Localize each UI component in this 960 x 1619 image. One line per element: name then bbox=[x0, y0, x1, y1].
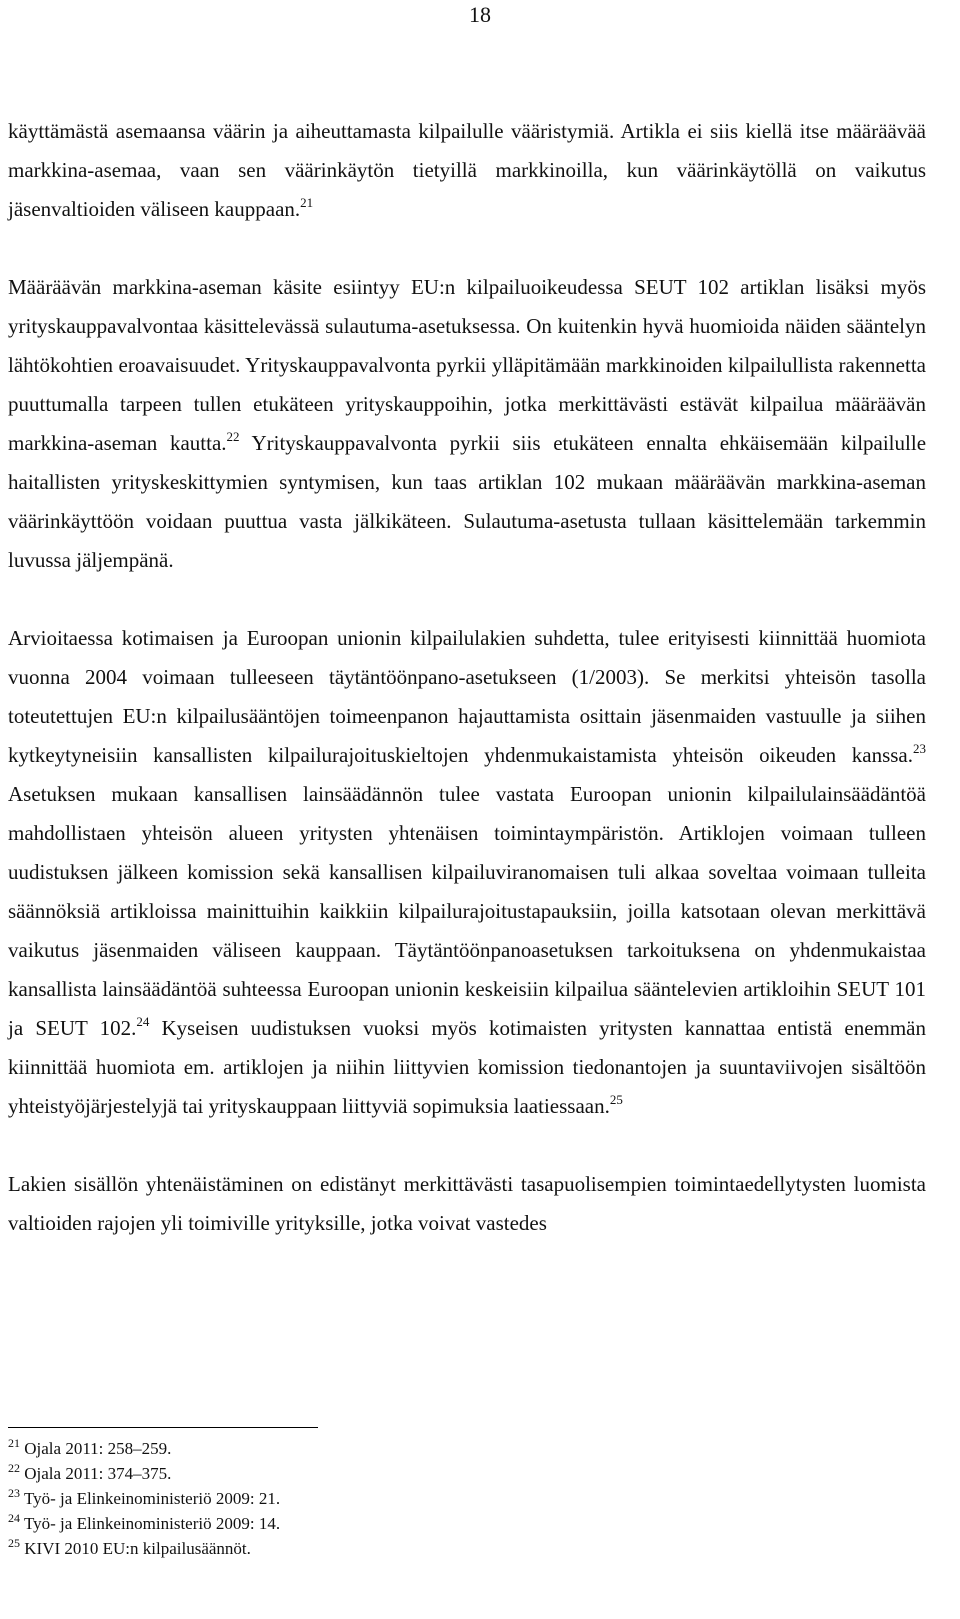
footnote-number: 24 bbox=[8, 1511, 20, 1525]
footnote-number: 25 bbox=[8, 1536, 20, 1550]
paragraph-text: Lakien sisällön yhtenäistäminen on edistänyt merkittävästi tasapuolisempien toimintaedellytysten luomista valtioiden rajojen yli toimiville yrityksille, jotka voivat vastedes bbox=[8, 1172, 926, 1235]
paragraph-text: Arvioitaessa kotimaisen ja Euroopan unionin kilpailulakien suhdetta, tulee erityisesti kiinnittää huomiota vuonna 2004 voimaan tulleeseen täytäntöönpano-asetukseen (1/2003). Se merkitsi yhteisön tasolla toteutettujen EU:n kilpailusääntöjen toimeenpanon hajauttamista osittain jäsenmaiden vastuulle ja siihen kytkeytyneisiin kansallisten kilpailurajoituskieltojen yhdenmukaistamista yhteisön oikeuden kanssa. bbox=[8, 626, 926, 767]
footnote-text: KIVI 2010 EU:n kilpailusäännöt. bbox=[20, 1539, 251, 1558]
footnote bbox=[8, 1436, 608, 1461]
footnote-divider bbox=[8, 1427, 318, 1428]
footnote bbox=[8, 1511, 608, 1536]
paragraph-text: Asetuksen mukaan kansallisen lainsäädännön tulee vastata Euroopan unionin kilpailulainsäädäntöä mahdollistaen yhteisön alueen yritysten yhtenäisen toimintaympäristön. Artiklojen voimaan tulleen uudistuksen jälkeen komission sekä kansallisen kilpailuviranomaisen tuli alkaa soveltaa voimaan tulleita säännöksiä artikloissa mainittuihin kaikkiin kilpailurajoitustapauksiin, joilla katsotaan olevan merkittävä vaikutus jäsenmaiden väliseen kauppaan. Täytäntöönpanoasetuksen tarkoituksena on yhdenmukaistaa kansallista lainsäädäntöä suhteessa Euroopan unionin keskeisiin kilpailua sääntelevien artikloihin SEUT 101 ja SEUT 102. bbox=[8, 782, 926, 1040]
page-number: 18 bbox=[469, 2, 491, 27]
footnote-text: Ojala 2011: 374–375. bbox=[20, 1464, 172, 1483]
footnote bbox=[8, 1461, 608, 1486]
paragraph-text: Yrityskauppavalvonta pyrkii siis etukäteen ennalta ehkäisemään kilpailulle haitallisten yrityskeskittymien syntymisen, kun taas artiklan 102 mukaan määräävän markkina-aseman väärinkäyttöön voidaan puuttua vasta jälkikäteen. Sulautuma-asetusta tullaan käsittelemään tarkemmin luvussa jäljempänä. bbox=[8, 431, 927, 572]
footnote-number: 21 bbox=[8, 1436, 20, 1450]
footnote-ref[interactable]: 24 bbox=[136, 1014, 150, 1029]
footnote-ref[interactable]: 21 bbox=[300, 195, 314, 210]
paragraph bbox=[8, 112, 926, 229]
paragraph-text: käyttämästä asemaansa väärin ja aiheuttamasta kilpailulle vääristymiä. Artikla ei siis kiellä itse määräävää markkina-asemaa, vaan sen väärinkäytön tietyillä markkinoilla, kun väärinkäytöllä on vaikutus jäsenvaltioiden väliseen kauppaan. bbox=[8, 119, 926, 221]
footnote-ref[interactable]: 23 bbox=[913, 741, 926, 756]
paragraph-text: Kyseisen uudistuksen vuoksi myös kotimaisten yritysten kannattaa entistä enemmän kiinnittää huomiota em. artiklojen ja niihin liittyvien komission tiedonantojen ja suuntaviivojen sisältöön yhteistyöjärjestelyjä tai yrityskauppaan liittyviä sopimuksia laatiessaan. bbox=[8, 1016, 927, 1118]
paragraph bbox=[8, 619, 926, 1126]
footnote-text: Ojala 2011: 258–259. bbox=[20, 1439, 172, 1458]
footnote-ref[interactable]: 25 bbox=[609, 1092, 623, 1107]
footnote-number: 22 bbox=[8, 1461, 20, 1475]
footnote bbox=[8, 1486, 608, 1511]
footnote-text: Työ- ja Elinkeinoministeriö 2009: 21. bbox=[20, 1489, 281, 1508]
footnote-text: Työ- ja Elinkeinoministeriö 2009: 14. bbox=[20, 1514, 281, 1533]
paragraph-text: Määräävän markkina-aseman käsite esiintyy EU:n kilpailuoikeudessa SEUT 102 artiklan lisäksi myös yrityskauppavalvontaa käsittelevässä sulautuma-asetuksessa. On kuitenkin hyvä huomioida näiden sääntelyn lähtökohtien eroavaisuudet. Yrityskauppavalvonta pyrkii ylläpitämään markkinoiden kilpailullista rakennetta puuttumalla tarpeen tullen etukäteen yrityskauppoihin, jotka merkittävästi estävät kilpailua määräävän markkina-aseman kautta. bbox=[8, 275, 926, 455]
paragraph bbox=[8, 268, 926, 580]
footnote-ref[interactable]: 22 bbox=[226, 429, 240, 444]
footnote bbox=[8, 1536, 608, 1561]
paragraph bbox=[8, 1165, 926, 1243]
body-text bbox=[8, 112, 926, 1243]
footnote-number: 23 bbox=[8, 1486, 20, 1500]
footnotes bbox=[8, 1436, 608, 1561]
